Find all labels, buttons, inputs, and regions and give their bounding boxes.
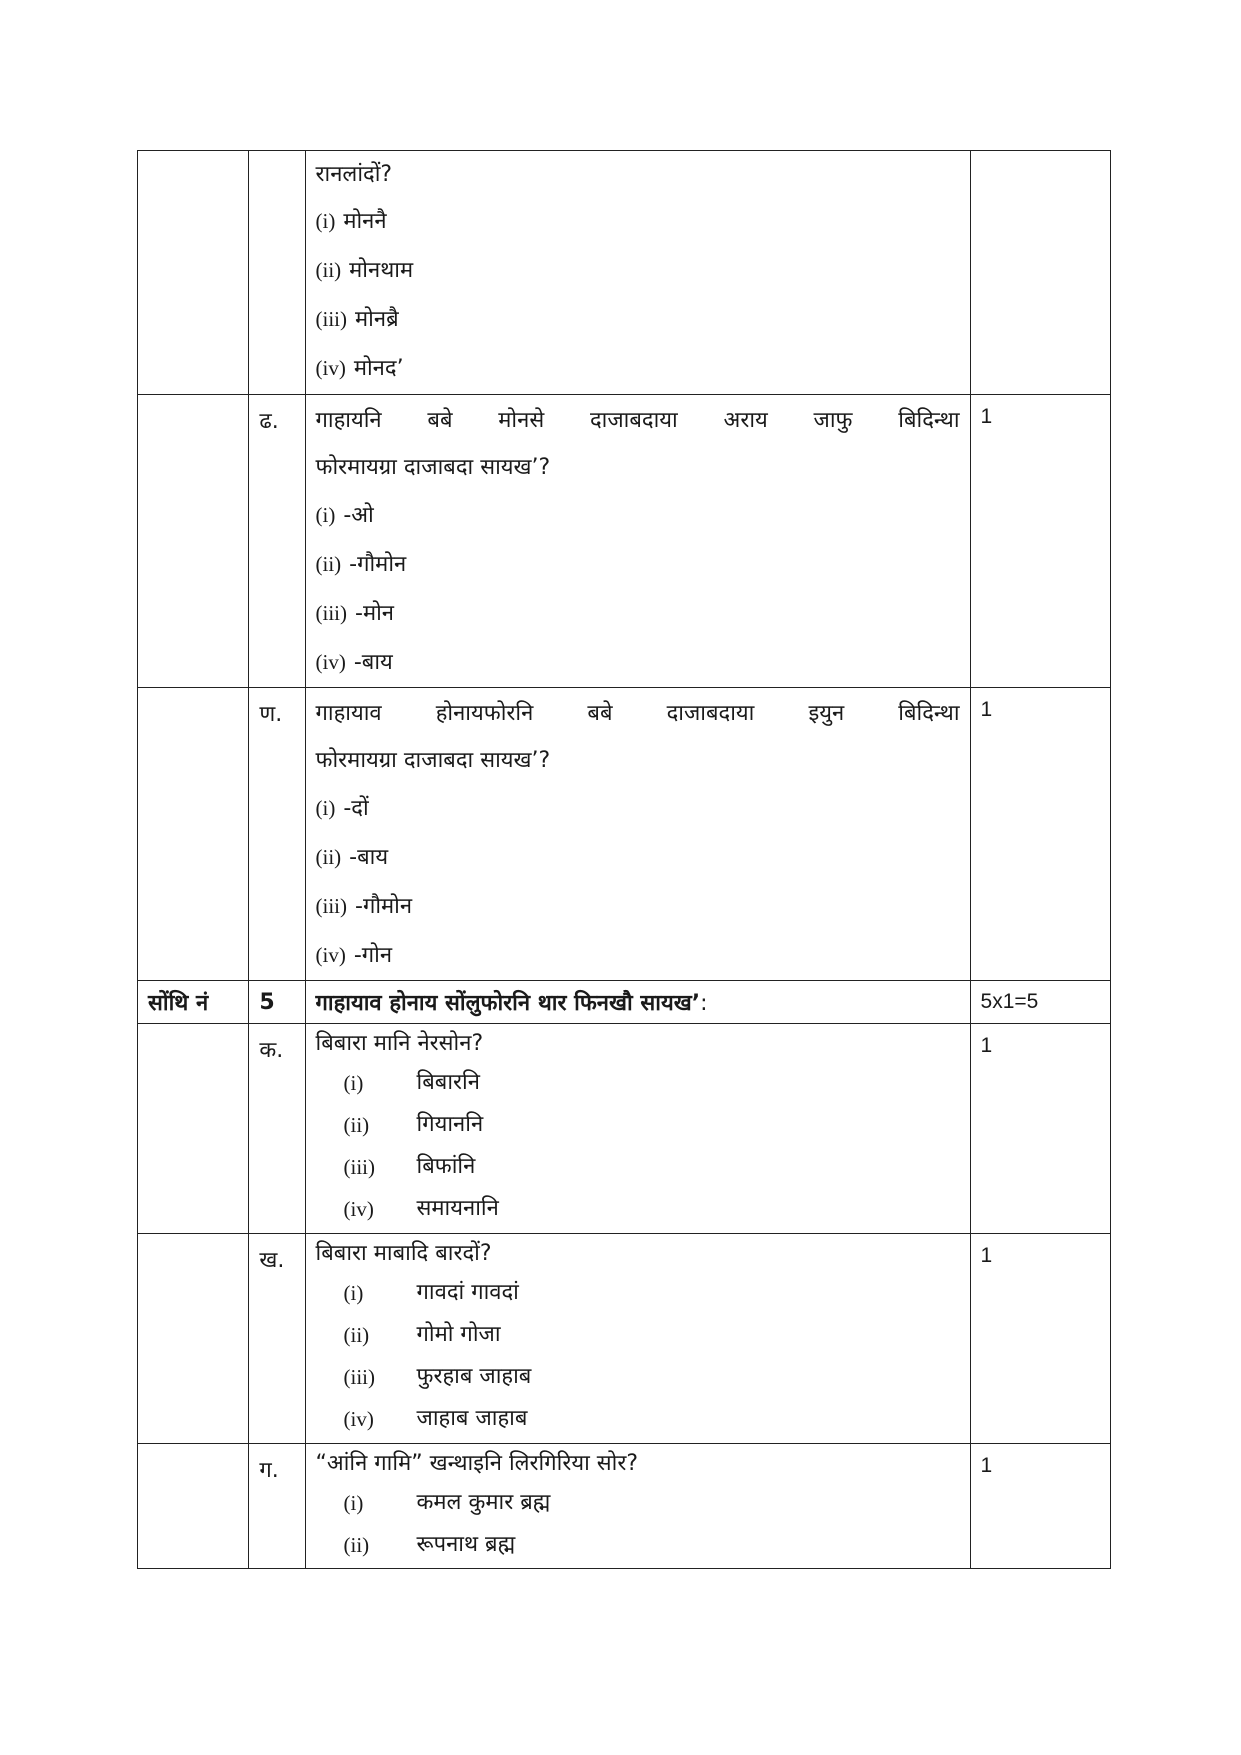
option-text: मोनब्रै <box>355 307 399 332</box>
label-cell <box>249 151 305 395</box>
option <box>344 1482 970 1524</box>
section-title-cell <box>305 981 970 1024</box>
option <box>344 1272 970 1314</box>
option-text: -गौमोन <box>349 552 407 577</box>
question-text: बिबारा मानि नेरसोन? <box>315 1031 484 1056</box>
option-roman: (iv) <box>315 650 346 674</box>
section-colon: : <box>700 991 708 1016</box>
option-text: -दों <box>343 796 369 821</box>
question-text: “आंनि गामि” खन्थाइनि लिरगिरिया सोर? <box>315 1451 639 1476</box>
option-roman: (i) <box>343 1281 364 1305</box>
option-text: मोननै <box>343 209 387 234</box>
option <box>316 784 960 833</box>
marks-value: 1 <box>970 688 1110 981</box>
options-list <box>306 1062 970 1230</box>
question-line: गाहायाव होनायफोरनि बबे दाजाबदाया इयुन बिदिन्था <box>315 701 960 726</box>
question-cell <box>305 1234 970 1444</box>
question-label: ख. <box>249 1234 305 1444</box>
option-text: -बाय <box>353 650 393 675</box>
section-cell <box>138 395 249 688</box>
question-row-ga <box>138 1444 1111 1569</box>
option-roman: (ii) <box>315 845 342 869</box>
option <box>344 1146 970 1188</box>
option <box>316 638 960 687</box>
option <box>344 1188 970 1230</box>
option-roman: (iv) <box>343 1197 374 1221</box>
option <box>316 540 960 589</box>
question-label: क. <box>249 1024 305 1234</box>
option-text: गावदां गावदां <box>416 1280 519 1305</box>
options-list <box>306 1482 970 1566</box>
option <box>344 1062 970 1104</box>
marks-value: 1 <box>970 395 1110 688</box>
option-text: गोमो गोजा <box>416 1322 501 1347</box>
option-text: गियाननि <box>416 1112 484 1137</box>
option <box>316 295 960 344</box>
section-cell <box>138 1444 249 1569</box>
option-roman: (ii) <box>315 552 342 576</box>
option-text: फुरहाब जाहाब <box>416 1364 532 1389</box>
option-text: मोनथाम <box>349 258 414 283</box>
option <box>316 344 960 393</box>
marks-value: 1 <box>970 1234 1110 1444</box>
option-roman: (i) <box>315 796 336 820</box>
question-cell <box>305 1444 970 1569</box>
option-roman: (ii) <box>315 258 342 282</box>
option <box>344 1314 970 1356</box>
question-row-na <box>138 688 1111 981</box>
option-roman: (iii) <box>343 1365 375 1389</box>
marks-value: 1 <box>970 1024 1110 1234</box>
option <box>316 882 960 931</box>
marks-cell <box>970 151 1110 395</box>
question-label: ग. <box>249 1444 305 1569</box>
option-text: जाहाब जाहाब <box>416 1406 528 1431</box>
option-text: -गौमोन <box>355 894 413 919</box>
section-header-row <box>138 981 1111 1024</box>
question-row-dha <box>138 395 1111 688</box>
option-roman: (i) <box>315 503 336 527</box>
option <box>316 246 960 295</box>
option-roman: (i) <box>315 209 336 233</box>
option <box>344 1356 970 1398</box>
option-roman: (iv) <box>315 356 346 380</box>
section-marks: 5x1=5 <box>970 981 1110 1024</box>
section-label: सोंथि नं <box>138 981 249 1024</box>
option-text: रूपनाथ ब्रह्म <box>416 1532 516 1557</box>
option-roman: (ii) <box>343 1113 370 1137</box>
option-roman: (iii) <box>343 1155 375 1179</box>
option-roman: (iv) <box>315 943 346 967</box>
option <box>316 589 960 638</box>
option-text: मोनद’ <box>353 356 404 381</box>
question-cell <box>305 151 970 395</box>
option-text: -गोन <box>353 943 393 968</box>
question-cell <box>305 688 970 981</box>
option-roman: (iv) <box>343 1407 374 1431</box>
question-label: ढ. <box>249 395 305 688</box>
question-line: गाहायनि बबे मोनसे दाजाबदाया अराय जाफु बिदिन्था <box>315 408 960 433</box>
option-roman: (ii) <box>343 1323 370 1347</box>
option <box>344 1104 970 1146</box>
marks-value: 1 <box>970 1444 1110 1569</box>
section-cell <box>138 1024 249 1234</box>
option <box>344 1524 970 1566</box>
option <box>344 1398 970 1440</box>
section-cell <box>138 151 249 395</box>
option-text: कमल कुमार ब्रह्म <box>416 1490 551 1515</box>
question-row-continued <box>138 151 1111 395</box>
question-text: बिबारा माबादि बारदों? <box>315 1241 492 1266</box>
section-title: गाहायाव होनाय सोंलुफोरनि थार फिनखौ सायख’ <box>315 991 701 1016</box>
option-text: -मोन <box>355 601 395 626</box>
option <box>316 931 960 980</box>
section-cell <box>138 1234 249 1444</box>
option-text: -बाय <box>349 845 389 870</box>
question-text: रानलांदों? <box>315 162 393 187</box>
option-text: बिफांनि <box>416 1154 476 1179</box>
question-cell <box>305 395 970 688</box>
option-roman: (iii) <box>315 307 347 331</box>
option <box>316 833 960 882</box>
options-list <box>306 1272 970 1440</box>
question-table <box>137 150 1111 1569</box>
option-roman: (i) <box>343 1071 364 1095</box>
option-text: -ओ <box>343 503 374 528</box>
question-line: फोरमायग्रा दाजाबदा सायख’? <box>315 748 551 773</box>
option-text: समायनानि <box>416 1196 499 1221</box>
question-row-kha <box>138 1234 1111 1444</box>
question-row-ka <box>138 1024 1111 1234</box>
option <box>316 197 960 246</box>
option-roman: (ii) <box>343 1533 370 1557</box>
option <box>316 491 960 540</box>
option-text: बिबारनि <box>416 1070 480 1095</box>
section-number: 5 <box>249 981 305 1024</box>
question-line: फोरमायग्रा दाजाबदा सायख’? <box>315 455 551 480</box>
question-label: ण. <box>249 688 305 981</box>
option-roman: (i) <box>343 1491 364 1515</box>
option-roman: (iii) <box>315 894 347 918</box>
section-cell <box>138 688 249 981</box>
question-cell <box>305 1024 970 1234</box>
option-roman: (iii) <box>315 601 347 625</box>
